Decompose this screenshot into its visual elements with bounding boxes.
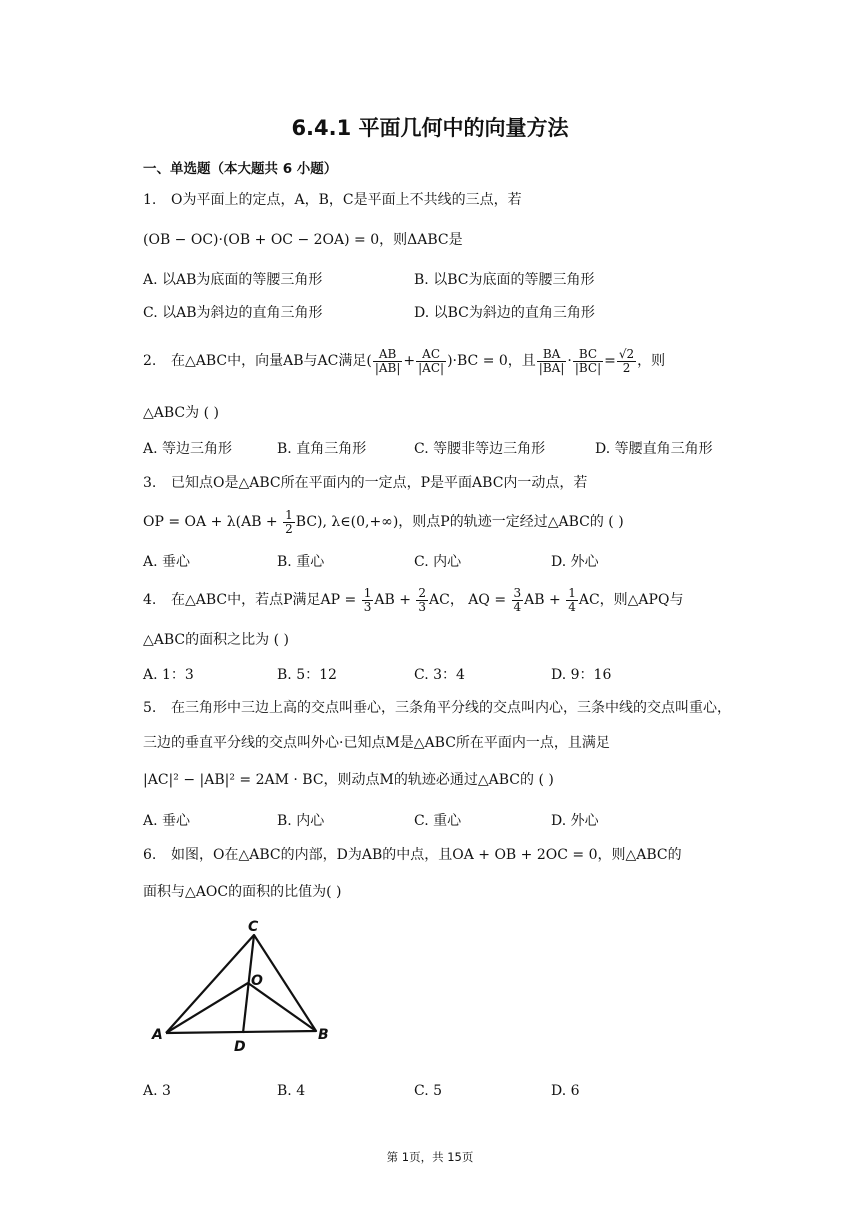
question-2-text-c: ，则 — [637, 353, 666, 369]
denominator: 2 — [622, 360, 631, 375]
question-number: 4. — [143, 592, 157, 608]
question-3-option-d[interactable]: D. 外心 — [551, 554, 599, 570]
numerator: 3 — [513, 585, 522, 600]
page-title: 6.4.1 平面几何中的向量方法 — [291, 116, 569, 140]
question-4-option-a[interactable]: A. 1：3 — [143, 667, 194, 683]
numerator: 2 — [418, 585, 427, 600]
question-3-option-b[interactable]: B. 重心 — [277, 554, 325, 570]
denominator: |AC| — [418, 360, 445, 375]
question-number: 6. — [143, 847, 157, 863]
question-3-formula-a: OP = OA + λ(AB + — [143, 514, 283, 530]
vertex-label-b: B — [318, 1027, 329, 1043]
question-3-stem — [143, 473, 587, 493]
question-1-option-d[interactable]: D. 以BC为斜边的直角三角形 — [414, 305, 595, 321]
section-heading: 一、单选题（本大题共 6 小题） — [143, 161, 338, 177]
numerator: 1 — [363, 585, 372, 600]
question-4-text-c: AC， AQ = — [429, 592, 511, 608]
question-number: 1. — [143, 192, 157, 208]
denominator: 2 — [285, 521, 293, 536]
question-3-text: 已知点O是△ABC所在平面内的一定点，P是平面ABC内一动点，若 — [171, 475, 588, 491]
question-3-formula-b: BC), λ∈(0,+∞)，则点P的轨迹一定经过△ABC的 ( ) — [295, 514, 624, 530]
question-2-option-b[interactable]: B. 直角三角形 — [277, 441, 367, 457]
question-6-option-d[interactable]: D. 6 — [551, 1083, 580, 1099]
question-number: 5. — [143, 700, 157, 716]
question-2-line2: △ABC为 ( ) — [143, 405, 219, 421]
fraction — [512, 587, 524, 614]
fraction — [573, 348, 603, 375]
fraction — [416, 587, 428, 614]
question-4-text-d: AB + — [524, 592, 566, 608]
point-label-d: D — [234, 1039, 246, 1055]
question-1-formula: (OB − OC)·(OB + OC − 2OA) = 0，则ΔABC是 — [143, 232, 463, 248]
denominator: 4 — [568, 599, 576, 614]
segment-ao — [166, 983, 248, 1033]
question-number: 3. — [143, 475, 157, 491]
question-6-text: 如图，O在△ABC的内部，D为AB的中点，且OA + OB + 2OC = 0，则△ABC的 — [171, 847, 682, 863]
fraction — [537, 348, 567, 375]
question-1-option-b[interactable]: B. 以BC为底面的等腰三角形 — [414, 272, 595, 288]
question-2-text-b: )·BC = 0，且 — [447, 353, 536, 369]
question-4-text-e: AC，则△APQ与 — [578, 592, 684, 608]
question-2-option-a[interactable]: A. 等边三角形 — [143, 441, 233, 457]
question-1-option-a[interactable]: A. 以AB为底面的等腰三角形 — [143, 272, 323, 288]
question-2-stem: 2. 在△ABC中，向量AB与AC满足( $\frac{AB}{|AB|}$ + $\frac{AC}{|AC|}$ )·BC = 0，且 $\frac{BA}{|BA|}$ · $\frac{BC}{|BC|}$ = $\frac{√2}{2}$ ，则 — [143, 345, 665, 377]
numerator: √2 — [618, 346, 635, 361]
triangle-figure — [150, 915, 340, 1055]
question-1-stem — [143, 190, 522, 210]
numerator: 1 — [568, 585, 576, 600]
segment-bo — [248, 983, 316, 1031]
question-5-option-a[interactable]: A. 垂心 — [143, 813, 191, 829]
numerator: 1 — [285, 507, 293, 522]
question-6-stem — [143, 845, 682, 865]
numerator: AB — [373, 348, 403, 362]
page-footer: 第 1页，共 15页 — [386, 1150, 474, 1164]
question-1-text: O为平面上的定点，A，B，C是平面上不共线的三点，若 — [171, 192, 522, 208]
question-3-option-a[interactable]: A. 垂心 — [143, 554, 191, 570]
question-3-option-c[interactable]: C. 内心 — [414, 554, 462, 570]
denominator: 3 — [418, 599, 427, 614]
fraction — [416, 348, 446, 375]
question-6-option-c[interactable]: C. 5 — [414, 1083, 443, 1099]
denominator: |AB| — [374, 360, 401, 375]
question-5-text: 在三角形中三边上高的交点叫垂心，三条角平分线的交点叫内心，三条中线的交点叫重心， — [171, 700, 731, 716]
question-5-formula: |AC|² − |AB|² = 2AM · BC，则动点M的轨迹必通过△ABC的 ( ) — [143, 772, 554, 788]
fraction — [566, 587, 578, 614]
question-6-option-b[interactable]: B. 4 — [277, 1083, 306, 1099]
vertex-label-a: A — [152, 1027, 163, 1043]
question-5-option-d[interactable]: D. 外心 — [551, 813, 599, 829]
question-4-text-a: 在△ABC中，若点P满足AP = — [171, 592, 361, 608]
question-2-option-d[interactable]: D. 等腰直角三角形 — [595, 441, 713, 457]
question-3-formula — [143, 506, 624, 538]
question-4-stem — [143, 584, 683, 616]
denominator: 3 — [363, 599, 372, 614]
question-4-line2: △ABC的面积之比为 ( ) — [143, 632, 289, 648]
point-label-o: O — [251, 973, 263, 989]
question-4-option-d[interactable]: D. 9：16 — [551, 667, 612, 683]
question-6-option-a[interactable]: A. 3 — [143, 1083, 171, 1099]
question-number: 2. — [143, 353, 157, 369]
question-2-option-c[interactable]: C. 等腰非等边三角形 — [414, 441, 546, 457]
fraction — [617, 348, 636, 375]
question-6-line2: 面积与△AOC的面积的比值为( ) — [143, 884, 342, 900]
numerator: BC — [573, 348, 603, 362]
question-5-option-c[interactable]: C. 重心 — [414, 813, 462, 829]
fraction — [362, 587, 374, 614]
question-2-text-a: 在△ABC中，向量AB与AC满足( — [171, 353, 372, 369]
question-4-text-b: AB + — [374, 592, 416, 608]
fraction — [283, 509, 295, 536]
denominator: 4 — [513, 599, 522, 614]
numerator: BA — [537, 348, 567, 362]
denominator: |BC| — [574, 360, 602, 375]
denominator: |BA| — [538, 360, 565, 375]
question-1-option-c[interactable]: C. 以AB为斜边的直角三角形 — [143, 305, 323, 321]
question-5-stem — [143, 698, 731, 718]
question-4-option-c[interactable]: C. 3：4 — [414, 667, 465, 683]
fraction — [373, 348, 403, 375]
question-5-option-b[interactable]: B. 内心 — [277, 813, 325, 829]
numerator: AC — [416, 348, 446, 362]
question-5-line2: 三边的垂直平分线的交点叫外心·已知点M是△ABC所在平面内一点，且满足 — [143, 735, 610, 751]
vertex-label-c: C — [248, 919, 259, 935]
question-4-option-b[interactable]: B. 5：12 — [277, 667, 337, 683]
